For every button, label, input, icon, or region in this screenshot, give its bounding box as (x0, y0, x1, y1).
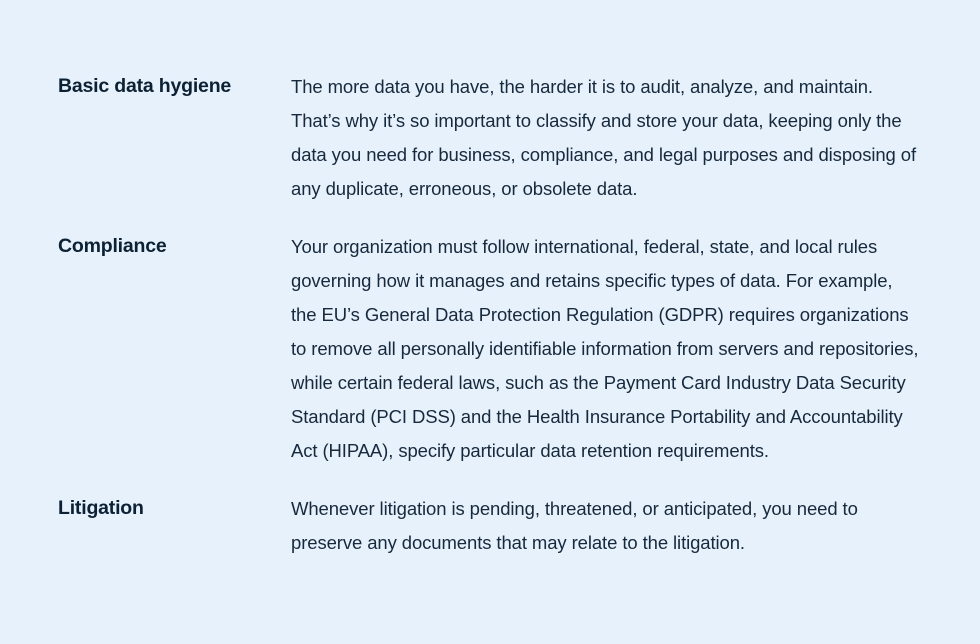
definition-term: Litigation (58, 497, 144, 519)
definition-term: Compliance (58, 235, 167, 257)
definition-item-compliance (58, 230, 922, 468)
definition-description: Whenever litigation is pending, threatened, or anticipated, you need to preserve any documents that may relate to the litigation. (291, 498, 858, 553)
definition-term: Basic data hygiene (58, 75, 232, 97)
definition-item-basic-data-hygiene (58, 70, 922, 206)
definition-description: The more data you have, the harder it is to audit, analyze, and maintain. That’s why it’s so important to classify and store your data, keeping only the data you need for business, compliance, and legal purposes and disposing of any duplicate, erroneous, or obsolete data. (291, 76, 917, 199)
definition-item-litigation (58, 492, 922, 560)
definition-description: Your organization must follow international, federal, state, and local rules governing how it manages and retains specific types of data. For example, the EU’s General Data Protection Regulation (GDPR) requires organizations to remove all personally identifiable information from servers and repositories, while certain federal laws, such as the Payment Card Industry Data Security Standard (PCI DSS) and the Health Insurance Portability and Accountability Act (HIPAA), specify particular data retention requirements. (291, 236, 919, 461)
